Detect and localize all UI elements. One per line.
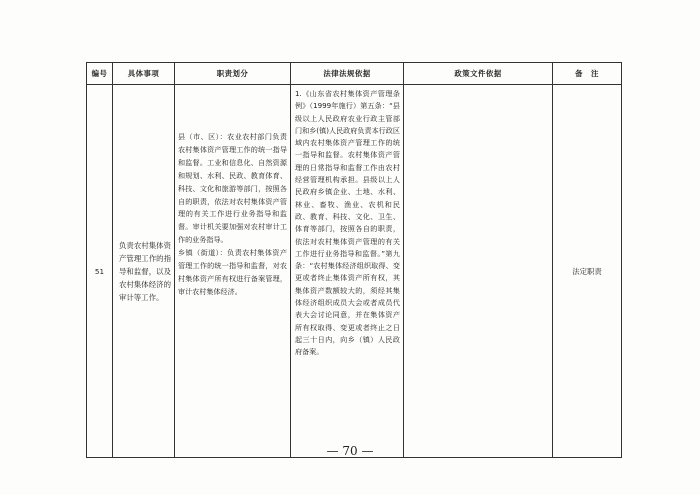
duty-town: 乡镇（街道）：负责农村集体资产管理工作的统一指导和监督，对农村集体资产所有权进行备案管理，审计农村集体经济。 <box>178 248 287 296</box>
row-law-cell <box>291 85 404 458</box>
table-header-row <box>87 63 622 85</box>
row-law: 1.《山东省农村集体资产管理条例》（1999年施行）第五条：“县级以上人民政府农业行政主管部门和乡(镇)人民政府负责本行政区域内农村集体资产管理工作的统一指导和监督。农村集体资产管理的日常指导和监督工作由农村经营管理机构承担。县级以上人民政府乡镇企业、土地、水利、林业、畜牧、渔业、农机和民政、教育、科技、文化、卫生、体育等部门，按照各自的职责，依法对农村集体资产管理的有关工作进行业务指导和监督。”第九条：“农村集体经济组织取得、变更或者终止集体资产所有权，其集体资产数额较大的，须经其集体经济组织成员大会或者成员代表大会讨论同意，并在集体资产所有权取得、变更或者终止之日起三十日内，向乡（镇）人民政府备案。 <box>295 89 400 357</box>
header-policy: 政策文件依据 <box>404 63 553 85</box>
responsibility-table <box>86 62 622 458</box>
row-matter: 负责农村集体资产管理工作的指导和监督，以及农村集体经济的审计等工作。 <box>119 240 171 302</box>
header-law: 法律法规依据 <box>291 63 404 85</box>
page-number: — 70 — <box>326 444 374 458</box>
duty-county: 县（市、区）：农业农村部门负责农村集体资产管理工作的统一指导和监督。工业和信息化、自然资源和规划、水利、民政、教育体育、科技、文化和旅游等部门，按照各自的职责，依法对农村集体资产管理的有关工作进行业务指导和监督。审计机关要加强对农村审计工作的业务指导。 <box>178 132 287 245</box>
header-note: 备 注 <box>553 63 622 85</box>
header-duty: 职责划分 <box>175 63 291 85</box>
row-number: 51 <box>87 85 113 458</box>
table-row <box>87 85 622 458</box>
row-matter-cell <box>113 85 175 458</box>
row-duty <box>175 85 290 299</box>
header-matter: 具体事项 <box>113 63 175 85</box>
row-policy-cell <box>404 85 553 458</box>
header-number: 编号 <box>87 63 113 85</box>
row-duty-cell <box>175 85 291 458</box>
row-note: 法定职责 <box>553 85 622 458</box>
